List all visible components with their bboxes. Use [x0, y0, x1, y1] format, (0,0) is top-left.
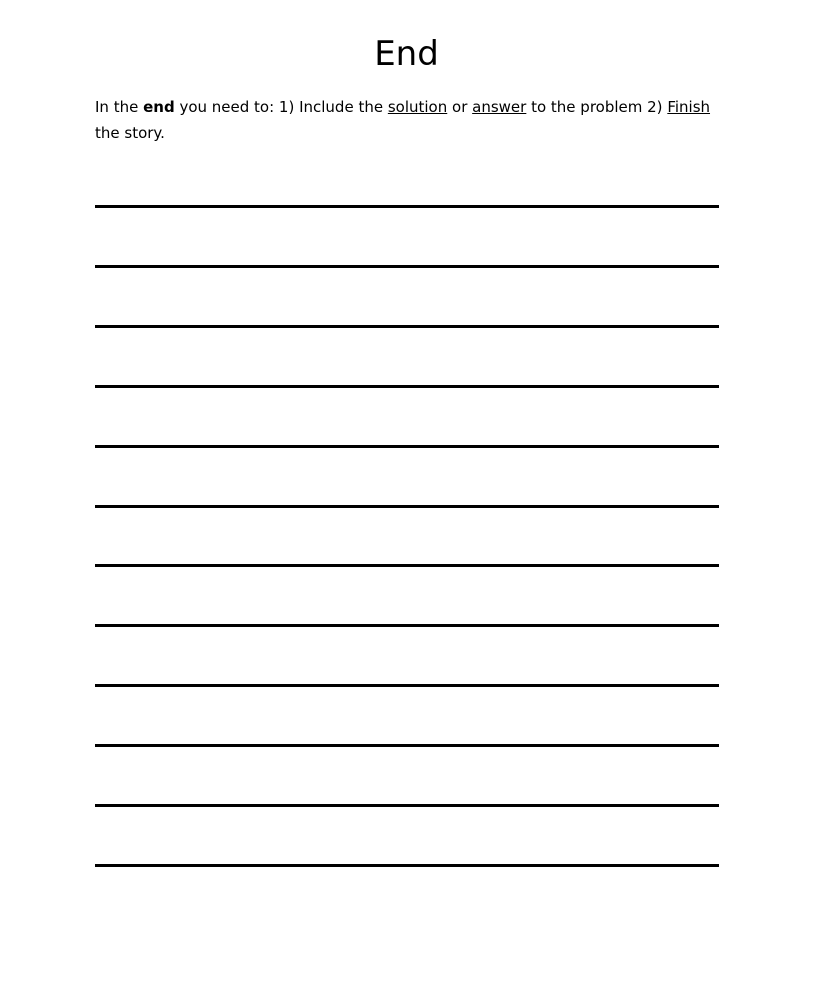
- writing-line: [95, 205, 719, 208]
- writing-line: [95, 505, 719, 508]
- instructions-part-2: you need to: 1) Include the: [174, 98, 388, 116]
- page-title: End: [374, 34, 439, 74]
- keyword-answer: answer: [472, 98, 527, 116]
- writing-line: [95, 325, 719, 328]
- writing-line: [95, 744, 719, 747]
- instructions-part-3: or: [447, 98, 473, 116]
- writing-line: [95, 385, 719, 388]
- writing-line: [95, 804, 719, 807]
- writing-line: [95, 684, 719, 687]
- writing-line: [95, 864, 719, 867]
- keyword-end: end: [143, 98, 175, 116]
- keyword-finish: Finish: [667, 98, 711, 116]
- writing-line: [95, 564, 719, 567]
- writing-line: [95, 445, 719, 448]
- instructions-part-4: to the problem 2): [526, 98, 668, 116]
- instructions-part-5: the story.: [95, 124, 165, 142]
- writing-line: [95, 265, 719, 268]
- keyword-solution: solution: [387, 98, 448, 116]
- writing-lines: [95, 0, 719, 987]
- writing-line: [95, 624, 719, 627]
- instructions-part-1: In the: [95, 98, 144, 116]
